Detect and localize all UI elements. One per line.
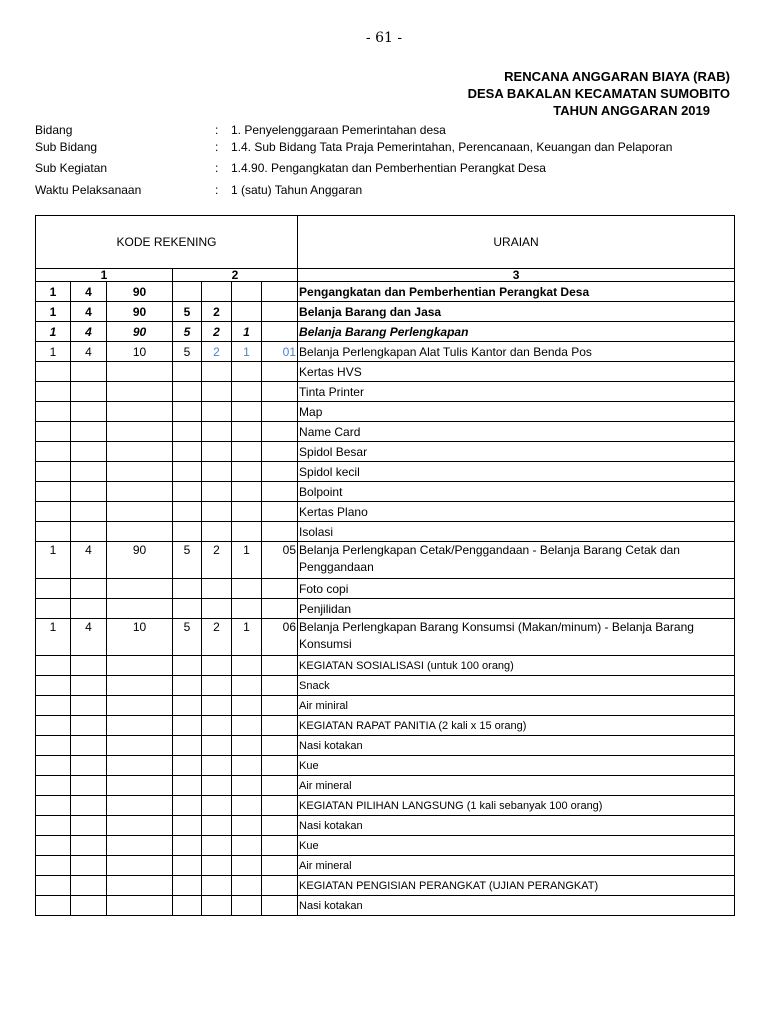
- code-cell: [71, 776, 107, 796]
- code-cell: [262, 362, 298, 382]
- code-cell: [107, 896, 173, 916]
- code-cell: [36, 876, 71, 896]
- code-cell: [202, 422, 232, 442]
- code-cell: [71, 522, 107, 542]
- uraian-cell: Penjilidan: [298, 599, 735, 619]
- code-cell: [262, 736, 298, 756]
- code-cell: [36, 856, 71, 876]
- code-cell: [36, 382, 71, 402]
- table-row: [36, 422, 735, 442]
- code-cell: 5: [173, 542, 202, 579]
- code-cell: 2: [202, 342, 232, 362]
- code-cell: [262, 756, 298, 776]
- table-row: [36, 282, 735, 302]
- column-number-3: 3: [298, 269, 735, 282]
- code-cell: [71, 716, 107, 736]
- table-row: [36, 302, 735, 322]
- code-cell: [262, 836, 298, 856]
- table-row: [36, 502, 735, 522]
- code-cell: [202, 776, 232, 796]
- uraian-cell: Nasi kotakan: [298, 896, 735, 916]
- code-cell: [173, 482, 202, 502]
- code-cell: [107, 502, 173, 522]
- code-cell: 5: [173, 322, 202, 342]
- document-heading: [300, 68, 730, 119]
- code-cell: [202, 522, 232, 542]
- code-cell: [107, 482, 173, 502]
- code-cell: [232, 382, 262, 402]
- code-cell: [71, 502, 107, 522]
- code-cell: [232, 796, 262, 816]
- code-cell: [71, 422, 107, 442]
- code-cell: [36, 796, 71, 816]
- code-cell: 90: [107, 322, 173, 342]
- code-cell: [262, 462, 298, 482]
- code-cell: [262, 522, 298, 542]
- code-cell: [71, 796, 107, 816]
- code-cell: [232, 422, 262, 442]
- code-cell: [71, 482, 107, 502]
- code-cell: [36, 656, 71, 676]
- table-row: [36, 619, 735, 656]
- code-cell: [232, 676, 262, 696]
- code-cell: 1: [232, 619, 262, 656]
- page-number: - 61 -: [365, 30, 403, 46]
- code-cell: [202, 482, 232, 502]
- uraian-cell: Nasi kotakan: [298, 816, 735, 836]
- code-cell: [173, 736, 202, 756]
- code-cell: [173, 282, 202, 302]
- code-cell: [71, 876, 107, 896]
- code-cell: [107, 776, 173, 796]
- code-cell: [232, 482, 262, 502]
- code-cell: [71, 856, 107, 876]
- code-cell: [232, 362, 262, 382]
- meta-separator: :: [215, 140, 219, 154]
- code-cell: 06: [262, 619, 298, 656]
- code-cell: [107, 656, 173, 676]
- uraian-cell: Kue: [298, 756, 735, 776]
- table-row: [36, 796, 735, 816]
- code-cell: 1: [36, 282, 71, 302]
- code-cell: [232, 656, 262, 676]
- meta-value: 1. Penyelenggaraan Pemerintahan desa: [231, 123, 446, 137]
- code-cell: [262, 716, 298, 736]
- code-cell: [232, 502, 262, 522]
- code-cell: 90: [107, 302, 173, 322]
- code-cell: 5: [173, 302, 202, 322]
- code-cell: [107, 756, 173, 776]
- code-cell: [173, 599, 202, 619]
- table-row: [36, 676, 735, 696]
- code-cell: [202, 362, 232, 382]
- meta-separator: :: [215, 161, 219, 175]
- code-cell: [232, 896, 262, 916]
- code-cell: [107, 382, 173, 402]
- code-cell: [107, 402, 173, 422]
- column-number-2: 2: [173, 269, 298, 282]
- uraian-cell: Belanja Barang Perlengkapan: [298, 322, 735, 342]
- code-cell: [232, 579, 262, 599]
- uraian-cell: Tinta Printer: [298, 382, 735, 402]
- code-cell: [36, 836, 71, 856]
- code-cell: 10: [107, 619, 173, 656]
- code-cell: [202, 656, 232, 676]
- code-cell: [107, 362, 173, 382]
- code-cell: [36, 716, 71, 736]
- code-cell: [232, 856, 262, 876]
- code-cell: [232, 522, 262, 542]
- code-cell: [36, 776, 71, 796]
- code-cell: [71, 382, 107, 402]
- code-cell: 01: [262, 342, 298, 362]
- code-cell: [107, 599, 173, 619]
- table-row: [36, 342, 735, 362]
- code-cell: [202, 756, 232, 776]
- table-row: [36, 856, 735, 876]
- code-cell: 1: [232, 342, 262, 362]
- code-cell: [202, 442, 232, 462]
- code-cell: [202, 716, 232, 736]
- table-row: [36, 756, 735, 776]
- code-cell: [36, 522, 71, 542]
- code-cell: [262, 442, 298, 462]
- table-row: [36, 836, 735, 856]
- table-row: [36, 522, 735, 542]
- code-cell: [36, 896, 71, 916]
- code-cell: [232, 876, 262, 896]
- code-cell: 2: [202, 322, 232, 342]
- code-cell: [71, 836, 107, 856]
- uraian-cell: KEGIATAN SOSIALISASI (untuk 100 orang): [298, 656, 735, 676]
- uraian-cell: Map: [298, 402, 735, 422]
- code-cell: [71, 756, 107, 776]
- meta-label: Sub Bidang: [35, 140, 98, 154]
- code-cell: [107, 736, 173, 756]
- code-cell: [107, 836, 173, 856]
- code-cell: 1: [232, 542, 262, 579]
- code-cell: [202, 382, 232, 402]
- code-cell: 4: [71, 302, 107, 322]
- code-cell: [262, 482, 298, 502]
- uraian-cell: Air miniral: [298, 696, 735, 716]
- code-cell: [173, 656, 202, 676]
- meta-label: Waktu Pelaksanaan: [35, 183, 142, 197]
- code-cell: 1: [36, 542, 71, 579]
- code-cell: [36, 462, 71, 482]
- code-cell: [173, 896, 202, 916]
- code-cell: [71, 462, 107, 482]
- code-cell: [71, 736, 107, 756]
- meta-value: 1.4.90. Pengangkatan dan Pemberhentian Perangkat Desa: [231, 161, 546, 175]
- code-cell: [262, 776, 298, 796]
- code-cell: [36, 816, 71, 836]
- code-cell: [202, 856, 232, 876]
- code-cell: [173, 382, 202, 402]
- code-cell: [107, 856, 173, 876]
- uraian-cell: Kertas HVS: [298, 362, 735, 382]
- code-cell: [173, 776, 202, 796]
- header-uraian: URAIAN: [298, 216, 735, 269]
- code-cell: [202, 462, 232, 482]
- uraian-cell: Foto copi: [298, 579, 735, 599]
- table-row: [36, 656, 735, 676]
- code-cell: [71, 442, 107, 462]
- meta-value: 1 (satu) Tahun Anggaran: [231, 183, 363, 197]
- meta-label: Bidang: [35, 123, 73, 137]
- uraian-cell: KEGIATAN RAPAT PANITIA (2 kali x 15 orang): [298, 716, 735, 736]
- code-cell: [262, 282, 298, 302]
- code-cell: [71, 656, 107, 676]
- code-cell: [36, 482, 71, 502]
- code-cell: 1: [36, 342, 71, 362]
- table-row: [36, 876, 735, 896]
- code-cell: 2: [202, 542, 232, 579]
- code-cell: 1: [36, 322, 71, 342]
- code-cell: [232, 776, 262, 796]
- meta-separator: :: [215, 183, 219, 197]
- code-cell: 4: [71, 342, 107, 362]
- rab-table: [35, 215, 735, 916]
- code-cell: [173, 362, 202, 382]
- uraian-cell: Snack: [298, 676, 735, 696]
- code-cell: 5: [173, 619, 202, 656]
- code-cell: [173, 856, 202, 876]
- code-cell: 4: [71, 619, 107, 656]
- code-cell: [262, 302, 298, 322]
- code-cell: [107, 522, 173, 542]
- code-cell: [107, 676, 173, 696]
- heading-title: RENCANA ANGGARAN BIAYA (RAB): [504, 69, 730, 84]
- table-row: [36, 442, 735, 462]
- code-cell: [173, 442, 202, 462]
- uraian-cell: Spidol Besar: [298, 442, 735, 462]
- table-row: [36, 382, 735, 402]
- table-row: [36, 462, 735, 482]
- table-row: [36, 716, 735, 736]
- code-cell: [232, 462, 262, 482]
- code-cell: [232, 402, 262, 422]
- code-cell: [173, 716, 202, 736]
- uraian-cell: Bolpoint: [298, 482, 735, 502]
- code-cell: [262, 856, 298, 876]
- uraian-cell: Pengangkatan dan Pemberhentian Perangkat Desa: [298, 282, 735, 302]
- code-cell: [202, 502, 232, 522]
- table-row: [36, 896, 735, 916]
- meta-separator: :: [215, 123, 219, 137]
- meta-value: 1.4. Sub Bidang Tata Praja Pemerintahan, Perencanaan, Keuangan dan Pelaporan: [231, 140, 673, 154]
- uraian-cell: Spidol kecil: [298, 462, 735, 482]
- code-cell: [173, 579, 202, 599]
- table-row: [36, 599, 735, 619]
- code-cell: [71, 696, 107, 716]
- code-cell: [262, 599, 298, 619]
- code-cell: [173, 816, 202, 836]
- code-cell: [262, 402, 298, 422]
- code-cell: 1: [36, 302, 71, 322]
- code-cell: [262, 656, 298, 676]
- code-cell: [173, 836, 202, 856]
- uraian-cell: KEGIATAN PILIHAN LANGSUNG (1 kali sebanyak 100 orang): [298, 796, 735, 816]
- code-cell: 90: [107, 282, 173, 302]
- meta-label: Sub Kegiatan: [35, 161, 108, 175]
- header-kode-rekening: KODE REKENING: [36, 216, 298, 269]
- code-cell: [107, 876, 173, 896]
- code-cell: [107, 422, 173, 442]
- column-number-1: 1: [36, 269, 173, 282]
- code-cell: [173, 522, 202, 542]
- code-cell: [262, 322, 298, 342]
- code-cell: [202, 876, 232, 896]
- code-cell: [262, 796, 298, 816]
- code-cell: [107, 442, 173, 462]
- code-cell: [36, 422, 71, 442]
- table-row: [36, 482, 735, 502]
- code-cell: [107, 796, 173, 816]
- code-cell: 05: [262, 542, 298, 579]
- code-cell: [173, 796, 202, 816]
- code-cell: [202, 282, 232, 302]
- code-cell: [232, 716, 262, 736]
- code-cell: 10: [107, 342, 173, 362]
- code-cell: [36, 502, 71, 522]
- code-cell: 4: [71, 542, 107, 579]
- code-cell: [107, 462, 173, 482]
- code-cell: 5: [173, 342, 202, 362]
- code-cell: [107, 716, 173, 736]
- uraian-cell: KEGIATAN PENGISIAN PERANGKAT (UJIAN PERANGKAT): [298, 876, 735, 896]
- uraian-cell: Isolasi: [298, 522, 735, 542]
- code-cell: [173, 756, 202, 776]
- code-cell: [173, 402, 202, 422]
- code-cell: [262, 502, 298, 522]
- code-cell: [36, 402, 71, 422]
- code-cell: [202, 836, 232, 856]
- table-row: [36, 696, 735, 716]
- heading-village: DESA BAKALAN KECAMATAN SUMOBITO: [467, 86, 730, 101]
- code-cell: [173, 876, 202, 896]
- code-cell: [36, 442, 71, 462]
- uraian-cell: Belanja Barang dan Jasa: [298, 302, 735, 322]
- code-cell: [173, 502, 202, 522]
- code-cell: [71, 896, 107, 916]
- table-row: [36, 579, 735, 599]
- code-cell: 2: [202, 302, 232, 322]
- code-cell: [202, 696, 232, 716]
- code-cell: [71, 599, 107, 619]
- code-cell: [262, 676, 298, 696]
- code-cell: [262, 579, 298, 599]
- code-cell: [71, 676, 107, 696]
- code-cell: [71, 402, 107, 422]
- code-cell: [232, 756, 262, 776]
- code-cell: [232, 302, 262, 322]
- code-cell: [202, 676, 232, 696]
- uraian-cell: Belanja Perlengkapan Barang Konsumsi (Makan/minum) - Belanja Barang Konsumsi: [298, 619, 735, 656]
- uraian-cell: Kertas Plano: [298, 502, 735, 522]
- code-cell: [232, 442, 262, 462]
- code-cell: [36, 362, 71, 382]
- table-row: [36, 542, 735, 579]
- code-cell: 1: [232, 322, 262, 342]
- code-cell: [232, 599, 262, 619]
- code-cell: [202, 796, 232, 816]
- code-cell: 4: [71, 282, 107, 302]
- code-cell: [71, 362, 107, 382]
- code-cell: [202, 599, 232, 619]
- uraian-cell: Belanja Perlengkapan Alat Tulis Kantor dan Benda Pos: [298, 342, 735, 362]
- code-cell: [202, 816, 232, 836]
- code-cell: [36, 696, 71, 716]
- code-cell: [107, 816, 173, 836]
- code-cell: [36, 599, 71, 619]
- uraian-cell: Name Card: [298, 422, 735, 442]
- code-cell: 2: [202, 619, 232, 656]
- code-cell: [71, 816, 107, 836]
- code-cell: 1: [36, 619, 71, 656]
- code-cell: [173, 422, 202, 442]
- code-cell: [173, 696, 202, 716]
- code-cell: [173, 462, 202, 482]
- code-cell: [36, 579, 71, 599]
- uraian-cell: Kue: [298, 836, 735, 856]
- uraian-cell: Air mineral: [298, 856, 735, 876]
- uraian-cell: Air mineral: [298, 776, 735, 796]
- code-cell: [262, 876, 298, 896]
- code-cell: [107, 696, 173, 716]
- table-row: [36, 736, 735, 756]
- code-cell: 90: [107, 542, 173, 579]
- code-cell: [202, 896, 232, 916]
- code-cell: [71, 579, 107, 599]
- code-cell: [36, 676, 71, 696]
- code-cell: [232, 736, 262, 756]
- code-cell: [232, 696, 262, 716]
- code-cell: [262, 696, 298, 716]
- code-cell: [36, 736, 71, 756]
- code-cell: [232, 282, 262, 302]
- table-row: [36, 816, 735, 836]
- table-row: [36, 322, 735, 342]
- code-cell: [36, 756, 71, 776]
- table-row: [36, 776, 735, 796]
- table-row: [36, 402, 735, 422]
- uraian-cell: Belanja Perlengkapan Cetak/Penggandaan - Belanja Barang Cetak dan Penggandaan: [298, 542, 735, 579]
- code-cell: [202, 736, 232, 756]
- code-cell: [107, 579, 173, 599]
- code-cell: 4: [71, 322, 107, 342]
- code-cell: [232, 836, 262, 856]
- uraian-cell: Nasi kotakan: [298, 736, 735, 756]
- code-cell: [262, 382, 298, 402]
- code-cell: [202, 402, 232, 422]
- table-row: [36, 362, 735, 382]
- code-cell: [173, 676, 202, 696]
- code-cell: [262, 896, 298, 916]
- heading-year: TAHUN ANGGARAN 2019: [553, 103, 710, 118]
- code-cell: [202, 579, 232, 599]
- code-cell: [262, 816, 298, 836]
- code-cell: [232, 816, 262, 836]
- code-cell: [262, 422, 298, 442]
